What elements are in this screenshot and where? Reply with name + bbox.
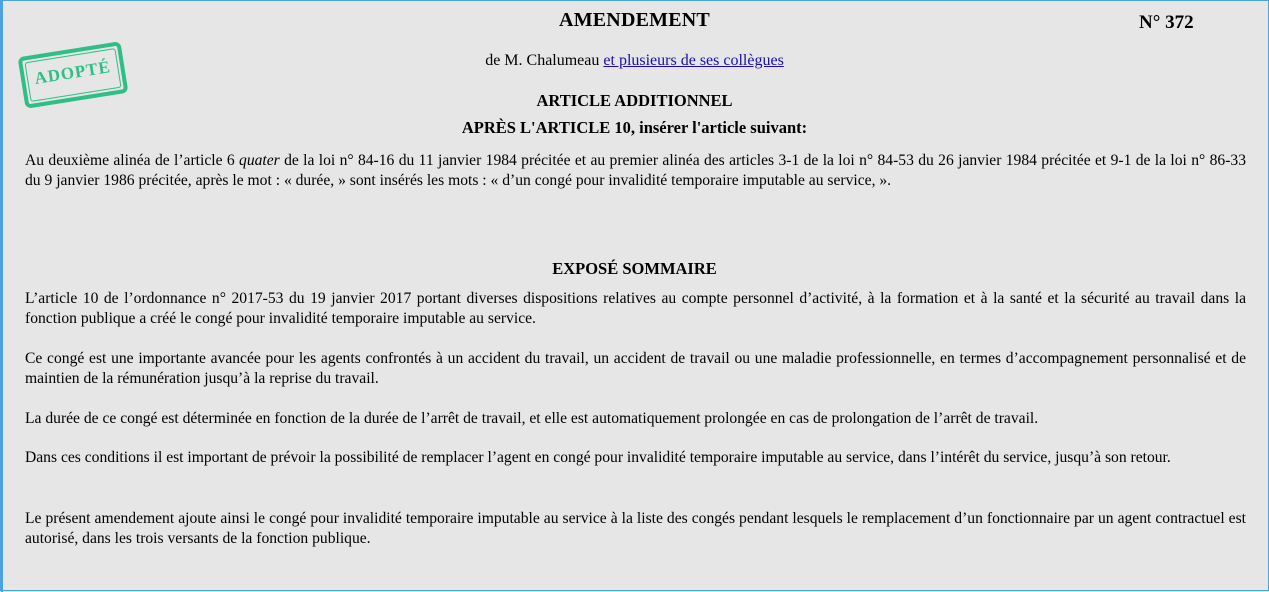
expose-paragraph: La durée de ce congé est déterminée en fonction de la durée de l’arrêt de travail, et elle est automatiquement prolongée en cas de prolongation de l’arrêt de travail. [25, 410, 1039, 427]
stamp-label: ADOPTÉ [33, 57, 113, 88]
article-text-italic: quater [239, 152, 280, 169]
amendment-number: N° 372 [1139, 12, 1194, 33]
author-name: de M. Chalumeau [485, 52, 604, 69]
expose-paragraph: Ce congé est une importante avancée pour les agents confrontés à un accident du travail, un accident de travail ou une maladie professionnelle, en termes d’accompagnement personnalisé et de maintien de la rémunération jusqu’à la reprise du travail. [25, 350, 1246, 387]
page-title: AMENDEMENT [559, 9, 710, 31]
expose-title: EXPOSÉ SOMMAIRE [552, 259, 717, 278]
article-text-end: de la loi n° 84-16 du 11 janvier 1984 précitée et au premier alinéa des articles 3-1 de la loi n° 84-53 du 26 janvier 1984 précitée et 9-1 de la loi n° 86-33 du 9 janvier 1986 précitée, après le mot : « durée, » sont insérés les mots : « d’un congé pour invalidité temporaire imputable au service, ». [25, 152, 1246, 189]
article-title: ARTICLE ADDITIONNEL [536, 91, 733, 110]
article-subtitle: APRÈS L'ARTICLE 10, insérer l'article suivant: [461, 118, 808, 137]
expose-paragraph: Le présent amendement ajoute ainsi le congé pour invalidité temporaire imputable au service à la liste des congés pendant lesquels le remplacement d’un fonctionnaire par un agent contractuel est autorisé, dans les trois versants de la fonction publique. [25, 510, 1246, 547]
article-text [25, 151, 1246, 191]
expose-paragraph: L’article 10 de l’ordonnance n° 2017-53 du 19 janvier 2017 portant diverses dispositions relatives au compte personnel d’activité, à la formation et à la santé et la sécurité au travail dans la fonction publique a créé le congé pour invalidité temporaire imputable au service. [25, 290, 1246, 327]
co-authors-link[interactable]: et plusieurs de ses collègues [603, 52, 784, 69]
left-border-accent [1, 1, 3, 592]
expose-paragraph: Dans ces conditions il est important de prévoir la possibilité de remplacer l’agent en congé pour invalidité temporaire imputable au service, dans l’intérêt du service, jusqu’à son retour. [25, 449, 1171, 466]
article-text-start: Au deuxième alinéa de l’article 6 [25, 152, 240, 169]
author-line [1, 52, 1268, 70]
